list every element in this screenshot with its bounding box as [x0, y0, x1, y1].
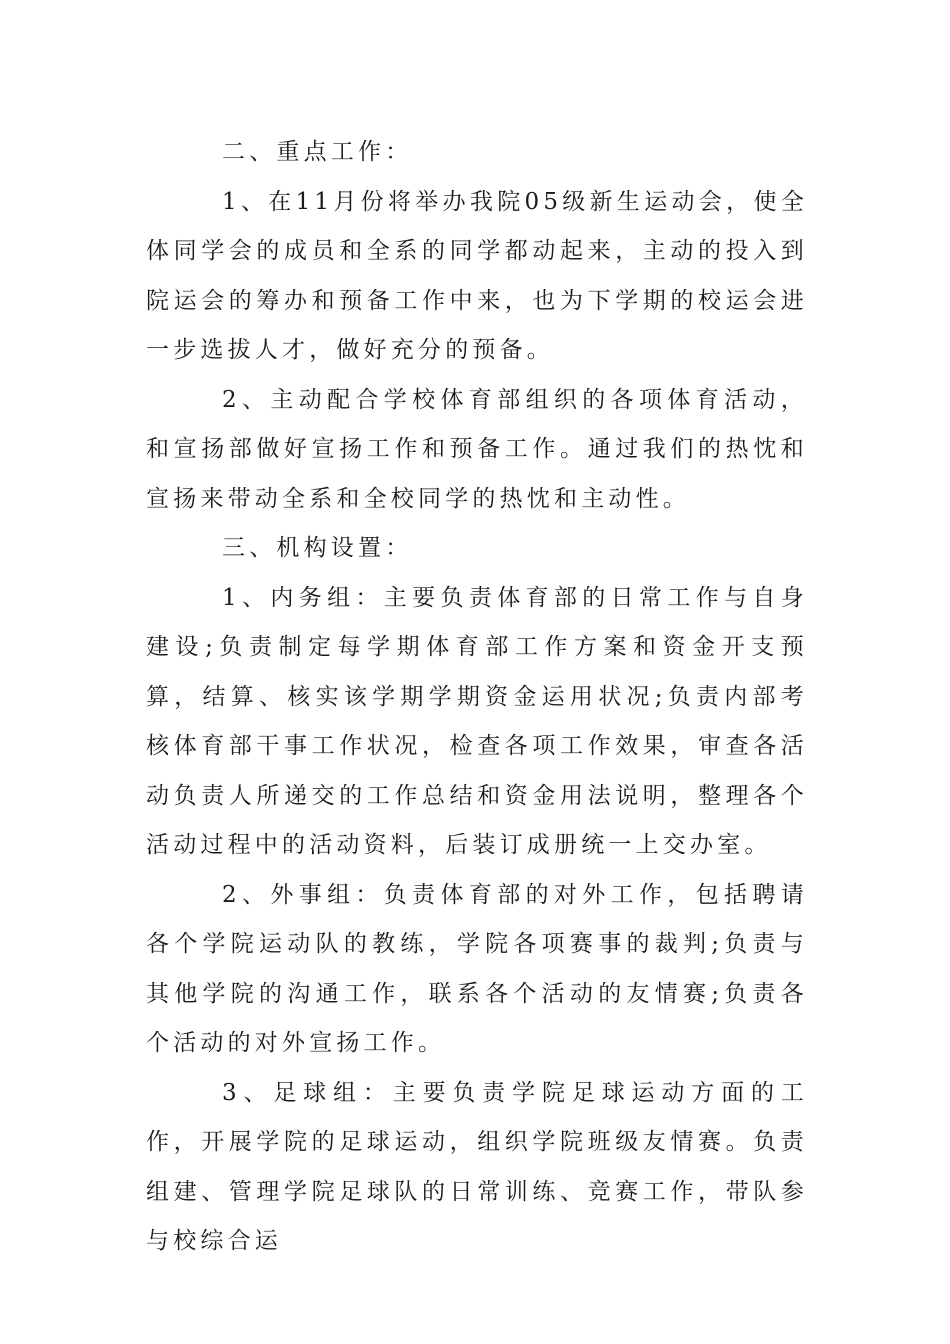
document-body — [146, 128, 808, 1267]
paragraph-football-group: 3、足球组：主要负责学院足球运动方面的工作，开展学院的足球运动，组织学院班级友情赛。负责组建、管理学院足球队的日常训练、竞赛工作，带队参与校综合运 — [146, 1079, 808, 1254]
paragraph-external-affairs-group: 2、外事组：负责体育部的对外工作，包括聘请各个学院运动队的教练，学院各项赛事的裁判;负责与其他学院的沟通工作，联系各个活动的友情赛;负责各个活动的对外宣扬工作。 — [146, 881, 808, 1056]
paragraph-item-1: 1、在11月份将举办我院05级新生运动会，使全体同学会的成员和全系的同学都动起来，主动的投入到院运会的筹办和预备工作中来，也为下学期的校运会进一步选拔人才，做好充分的预备。 — [146, 188, 808, 363]
section-heading-key-work: 二、重点工作： — [222, 139, 413, 165]
paragraph-item-2: 2、主动配合学校体育部组织的各项体育活动，和宣扬部做好宣扬工作和预备工作。通过我们的热忱和宣扬来带动全系和全校同学的热忱和主动性。 — [146, 386, 808, 512]
paragraph-internal-affairs-group: 1、内务组：主要负责体育部的日常工作与自身建设;负责制定每学期体育部工作方案和资金开支预算，结算、核实该学期学期资金运用状况;负责内部考核体育部干事工作状况，检查各项工作效果，审查各活动负责人所递交的工作总结和资金用法说明，整理各个活动过程中的活动资料，后装订成册统一上交办室。 — [146, 584, 808, 858]
section-heading-organization: 三、机构设置： — [222, 535, 413, 561]
